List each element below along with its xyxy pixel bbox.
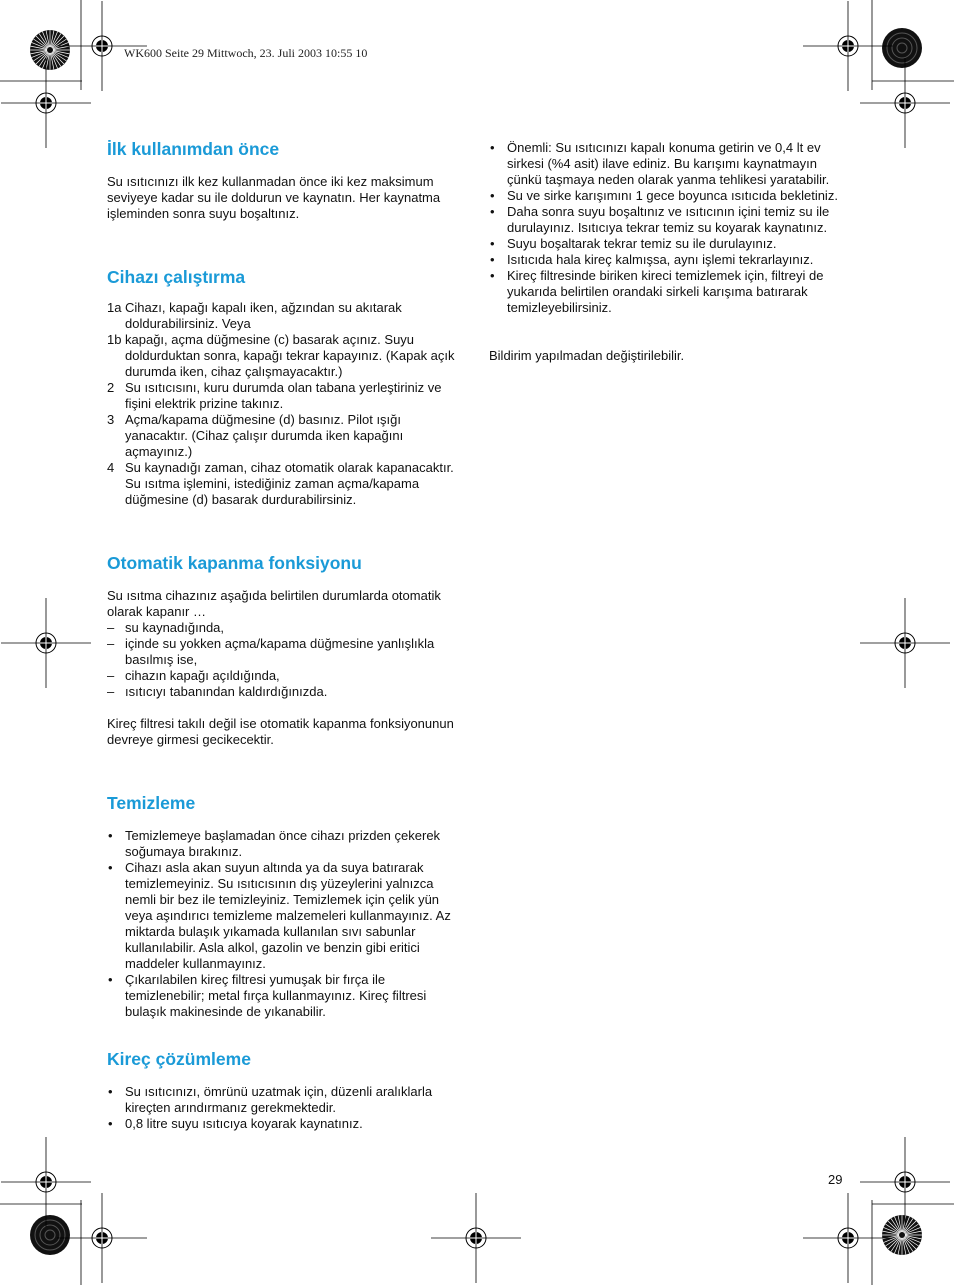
- list-item: • Temizlemeye başlamadan önce cihazı prizden çekerek soğumaya bırakınız.: [108, 828, 441, 859]
- page-number: 29: [828, 1172, 843, 1187]
- print-header: WK600 Seite 29 Mittwoch, 23. Juli 2003 10:55 10: [124, 46, 368, 60]
- list-item: 1b kapağı, açma düğmesine (c) basarak açınız. Suyu doldurduktan sonra, kapağı tekrar kapayınız. (Kapak açık durumda iken, cihaz çalışmayacaktır.): [107, 332, 455, 379]
- list-item: – ısıtıcıyı tabanından kaldırdığınızda.: [107, 684, 328, 699]
- list-item: – cihazın kapağı açıldığında,: [107, 668, 280, 683]
- auto-shutoff-intro: Su ısıtma cihazınız aşağıda belirtilen durumlarda otomatik olarak kapanır …: [107, 588, 441, 619]
- list-item: – su kaynadığında,: [107, 620, 225, 635]
- heading-operation: Cihazı çalıştırma: [107, 267, 246, 287]
- descaling-steps: [489, 140, 849, 316]
- operation-steps: [107, 300, 467, 508]
- list-item: • Çıkarılabilen kireç filtresi yumuşak bir fırça ile temizlenebilir; metal fırça kullanmayınız. Kireç filtresi bulaşık makinesinde de yıkanabilir.: [108, 972, 427, 1019]
- list-item: • Su ısıtıcınızı, ömrünü uzatmak için, düzenli aralıklarla kireçten arındırmanız gerekmektedir.: [108, 1084, 433, 1115]
- heading-descaling: Kireç çözümleme: [107, 1049, 251, 1069]
- list-item: 2 Su ısıtıcısını, kuru durumda olan tabana yerleştiriniz ve fişini elektrik prizine takınız.: [107, 380, 442, 411]
- list-item: 4 Su kaynadığı zaman, cihaz otomatik olarak kapanacaktır. Su ısıtma işlemini, istediğiniz zaman açma/kapama düğmesine (d) basarak durdurabilirsiniz.: [107, 460, 454, 507]
- auto-shutoff-conditions: [107, 620, 467, 700]
- left-column: [107, 138, 467, 1132]
- descaling-list: [107, 1084, 467, 1132]
- heading-auto-shutoff: Otomatik kapanma fonksiyonu: [107, 553, 362, 573]
- list-item: • Daha sonra suyu boşaltınız ve ısıtıcının içini temiz su ile durulayınız. Isıtıcıya tekrar temiz su koyarak kaynatınız.: [490, 204, 830, 235]
- cleaning-list: [107, 828, 467, 1020]
- list-item: • Cihazı asla akan suyun altında ya da suya batırarak temizlemeyiniz. Su ısıtıcısının dış yüzeylerini yalnızca nemli bir bez ile temizleyiniz. Temizlemek için çelik yün veya aşındırıcı temizleme malzemeleri kullanmayınız. Az miktarda bulaşık yıkamada kullanılan sıvı sabunlar kullanılabilir. Asla alkol, gazolin ve benzin gibi eritici maddeler kullanmayınız.: [108, 860, 451, 971]
- list-item: 1a Cihazı, kapağı kapalı iken, ağzından su akıtarak doldurabilirsiniz. Veya: [107, 300, 402, 331]
- auto-shutoff-note: Kireç filtresi takılı değil ise otomatik kapanma fonksiyonunun devreye girmesi gecikecektir.: [107, 716, 454, 747]
- first-use-text: Su ısıtıcınızı ilk kez kullanmadan önce iki kez maksimum seviyeye kadar su ile doldurun ve kaynatın. Her kaynatma işleminden sonra suyu boşaltınız.: [107, 174, 441, 221]
- list-item: – içinde su yokken açma/kapama düğmesine yanlışlıkla basılmış ise,: [107, 636, 435, 667]
- list-item: • 0,8 litre suyu ısıtıcıya koyarak kaynatınız.: [108, 1116, 363, 1131]
- heading-cleaning: Temizleme: [107, 793, 196, 813]
- list-item: • Suyu boşaltarak tekrar temiz su ile durulayınız.: [490, 236, 777, 251]
- right-column: [489, 140, 849, 364]
- list-item: • Su ve sirke karışımını 1 gece boyunca ısıtıcıda bekletiniz.: [490, 188, 838, 203]
- change-notice: Bildirim yapılmadan değiştirilebilir.: [489, 348, 685, 363]
- heading-first-use: İlk kullanımdan önce: [107, 139, 280, 159]
- list-item: • Önemli: Su ısıtıcınızı kapalı konuma getirin ve 0,4 lt ev sirkesi (%4 asit) ilave ediniz. Bu karışımı kaynatmayın çünkü taşmaya neden olarak yanma tehlikesi yaratabilir.: [490, 140, 830, 187]
- list-item: • Isıtıcıda hala kireç kalmışsa, aynı işlemi tekrarlayınız.: [490, 252, 814, 267]
- list-item: • Kireç filtresinde biriken kireci temizlemek için, filtreyi de yukarıda belirtilen orandaki sirkeli karışıma batırarak temizleyebilirsiniz.: [490, 268, 824, 315]
- list-item: 3 Açma/kapama düğmesine (d) basınız. Pilot ışığı yanacaktır. (Cihaz çalışır durumda iken kapağını açmayınız.): [107, 412, 404, 459]
